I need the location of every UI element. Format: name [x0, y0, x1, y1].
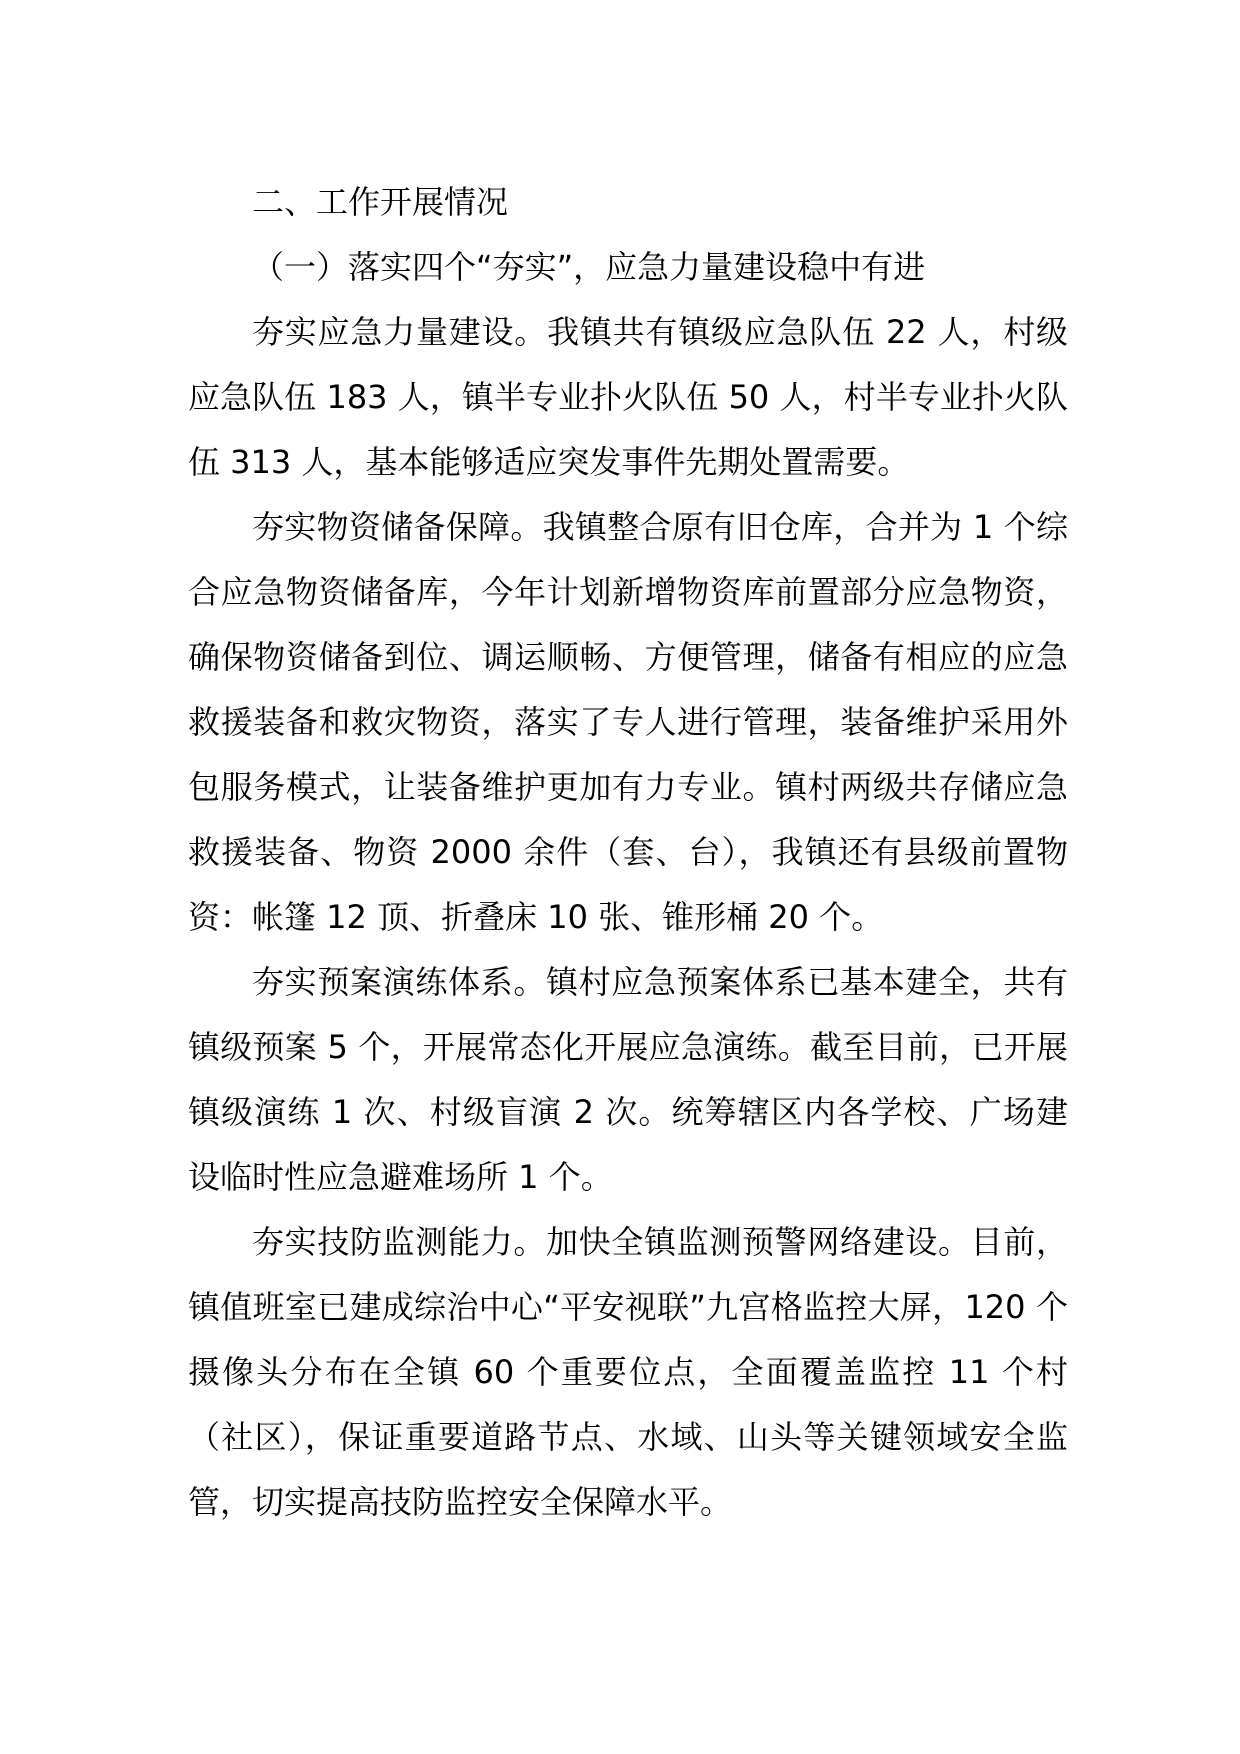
paragraph-material-reserves: 夯实物资储备保障。我镇整合原有旧仓库，合并为 1 个综合应急物资储备库，今年计划新增物资库前置部分应急物资，确保物资储备到位、调运顺畅、方便管理，储备有相应的应急救援装备和救灾物资，落实了专人进行管理，装备维护采用外包服务模式，让装备维护更加有力专业。镇村两级共存储应急救援装备、物资 2000 余件（套、台），我镇还有县级前置物资：帐篷 12 顶、折叠床 10 张、锥形桶 20 个。 [188, 508, 1068, 936]
subsection-heading: （一）落实四个“夯实”，应急力量建设稳中有进 [252, 248, 926, 286]
paragraph-monitoring: 夯实技防监测能力。加快全镇监测预警网络建设。目前，镇值班室已建成综治中心“平安视联”九宫格监控大屏，120 个摄像头分布在全镇 60 个重要位点，全面覆盖监控 11 个村（社区），保证重要道路节点、水域、山头等关键领域安全监管，切实提高技防监控安全保障水平。 [188, 1223, 1068, 1521]
paragraph-plan-drills: 夯实预案演练体系。镇村应急预案体系已基本建全，共有镇级预案 5 个，开展常态化开展应急演练。截至目前，已开展镇级演练 1 次、村级盲演 2 次。统筹辖区内各学校、广场建设临时性应急避难场所 1 个。 [188, 963, 1068, 1196]
paragraph-emergency-forces: 夯实应急力量建设。我镇共有镇级应急队伍 22 人，村级应急队伍 183 人，镇半专业扑火队伍 50 人，村半专业扑火队伍 313 人，基本能够适应突发事件先期处置需要。 [188, 313, 1068, 481]
document-page [188, 170, 1068, 1535]
section-heading: 二、工作开展情况 [252, 183, 509, 221]
